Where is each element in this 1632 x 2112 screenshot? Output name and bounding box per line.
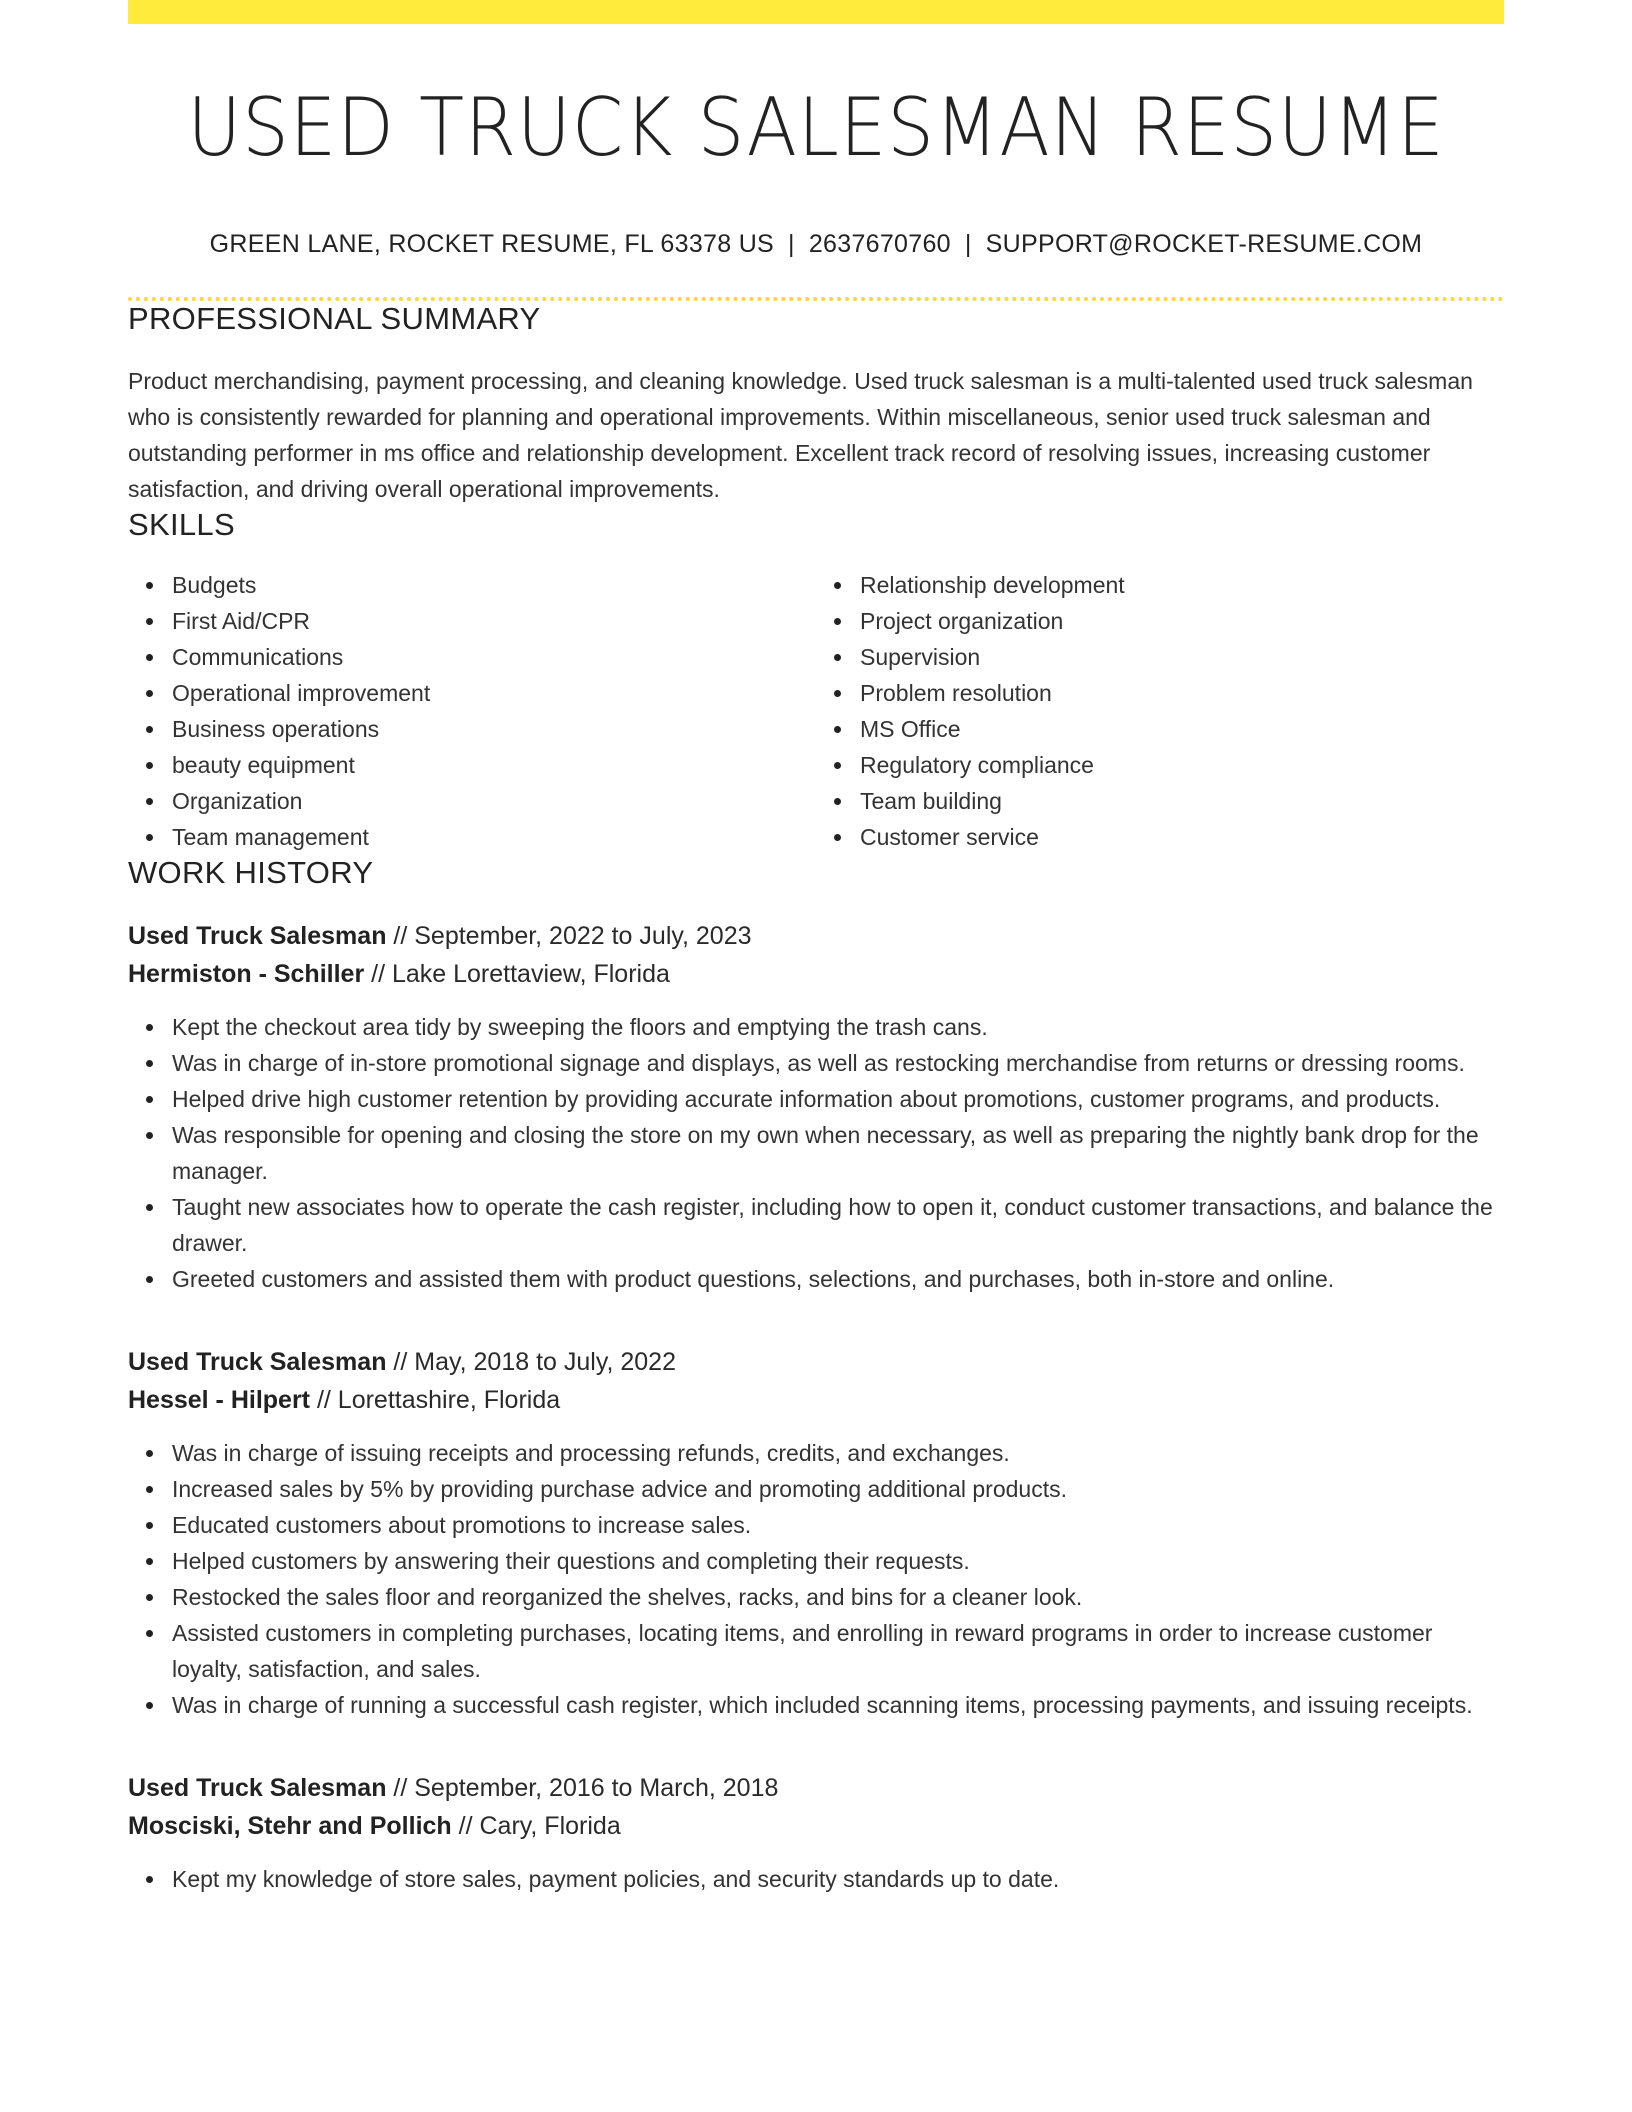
- job-company-line: [128, 1381, 1504, 1419]
- job-location: // Lake Lorettaview, Florida: [364, 960, 670, 988]
- job-bullets: [128, 1435, 1504, 1723]
- job-bullet: Increased sales by 5% by providing purchase advice and promoting additional products.: [172, 1471, 1504, 1507]
- skills-heading: SKILLS: [128, 507, 235, 542]
- accent-top-bar: [128, 0, 1504, 24]
- job-role-line: [128, 1769, 1504, 1807]
- skills-columns: [128, 567, 1504, 855]
- resume-title: USED TRUCK SALESMAN RESUME: [187, 81, 1445, 174]
- contact-line: [128, 230, 1504, 259]
- job-bullet: Assisted customers in completing purchases, locating items, and enrolling in reward programs in order to increase customer loyalty, satisfaction, and sales.: [172, 1615, 1504, 1687]
- job-company: Hessel - Hilpert: [128, 1386, 311, 1414]
- job-role: Used Truck Salesman: [128, 1774, 387, 1802]
- job-bullet: Educated customers about promotions to increase sales.: [172, 1507, 1504, 1543]
- work-history-heading: WORK HISTORY: [128, 855, 374, 890]
- job-dates: // May, 2018 to July, 2022: [386, 1348, 676, 1376]
- job-company-line: [128, 1807, 1504, 1845]
- contact-email: SUPPORT@ROCKET-RESUME.COM: [985, 230, 1423, 258]
- job-bullet: Kept the checkout area tidy by sweeping the floors and emptying the trash cans.: [172, 1009, 1504, 1045]
- job-role-line: [128, 1343, 1504, 1381]
- job-bullets: [128, 1861, 1504, 1897]
- skill-item: beauty equipment: [172, 747, 816, 783]
- skills-list-left: [128, 567, 816, 855]
- skill-item: Problem resolution: [860, 675, 1504, 711]
- job-bullet: Was in charge of issuing receipts and processing refunds, credits, and exchanges.: [172, 1435, 1504, 1471]
- resume-page: [128, 0, 1504, 1897]
- skill-item: Operational improvement: [172, 675, 816, 711]
- skill-item: Customer service: [860, 819, 1504, 855]
- job-company: Hermiston - Schiller: [128, 960, 365, 988]
- job-role-line: [128, 917, 1504, 955]
- skill-item: Team management: [172, 819, 816, 855]
- skill-item: Regulatory compliance: [860, 747, 1504, 783]
- skills-list-right: [816, 567, 1504, 855]
- job-role: Used Truck Salesman: [128, 922, 387, 950]
- job-dates: // September, 2022 to July, 2023: [386, 922, 752, 950]
- summary-heading: PROFESSIONAL SUMMARY: [128, 301, 541, 336]
- contact-phone: 2637670760: [808, 230, 951, 258]
- skill-item: First Aid/CPR: [172, 603, 816, 639]
- job-entry: [128, 917, 1504, 1297]
- skill-item: Relationship development: [860, 567, 1504, 603]
- job-dates: // September, 2016 to March, 2018: [386, 1774, 779, 1802]
- job-bullet: Helped drive high customer retention by providing accurate information about promotions, customer programs, and products.: [172, 1081, 1504, 1117]
- job-entry: [128, 1343, 1504, 1723]
- job-company: Mosciski, Stehr and Pollich: [128, 1812, 452, 1840]
- job-role: Used Truck Salesman: [128, 1348, 387, 1376]
- job-bullets: [128, 1009, 1504, 1297]
- skill-item: Supervision: [860, 639, 1504, 675]
- job-bullet: Greeted customers and assisted them with product questions, selections, and purchases, both in-store and online.: [172, 1261, 1504, 1297]
- job-location: // Lorettashire, Florida: [310, 1386, 561, 1414]
- job-bullet: Kept my knowledge of store sales, payment policies, and security standards up to date.: [172, 1861, 1504, 1897]
- skill-item: Project organization: [860, 603, 1504, 639]
- skill-item: Team building: [860, 783, 1504, 819]
- skill-item: Communications: [172, 639, 816, 675]
- skill-item: Budgets: [172, 567, 816, 603]
- job-location: // Cary, Florida: [451, 1812, 621, 1840]
- job-bullet: Taught new associates how to operate the cash register, including how to open it, conduct customer transactions, and balance the drawer.: [172, 1189, 1504, 1261]
- skill-item: Business operations: [172, 711, 816, 747]
- job-bullet: Restocked the sales floor and reorganized the shelves, racks, and bins for a cleaner look.: [172, 1579, 1504, 1615]
- job-bullet: Was responsible for opening and closing the store on my own when necessary, as well as preparing the nightly bank drop for the manager.: [172, 1117, 1504, 1189]
- job-entry: [128, 1769, 1504, 1897]
- contact-separator: |: [788, 230, 795, 258]
- summary-text: Product merchandising, payment processing, and cleaning knowledge. Used truck salesman is a multi-talented used truck salesman who is consistently rewarded for planning and operational improvements. Within miscellaneous, senior used truck salesman and outstanding performer in ms office and relationship development. Excellent track record of resolving issues, increasing customer satisfaction, and driving overall operational improvements.: [128, 368, 1473, 502]
- job-bullet: Was in charge of running a successful cash register, which included scanning items, processing payments, and issuing receipts.: [172, 1687, 1504, 1723]
- contact-address: GREEN LANE, ROCKET RESUME, FL 63378 US: [209, 230, 775, 258]
- job-company-line: [128, 955, 1504, 993]
- contact-separator: |: [964, 230, 972, 258]
- job-bullet: Helped customers by answering their questions and completing their requests.: [172, 1543, 1504, 1579]
- job-bullet: Was in charge of in-store promotional signage and displays, as well as restocking merchandise from returns or dressing rooms.: [172, 1045, 1504, 1081]
- skill-item: Organization: [172, 783, 816, 819]
- skill-item: MS Office: [860, 711, 1504, 747]
